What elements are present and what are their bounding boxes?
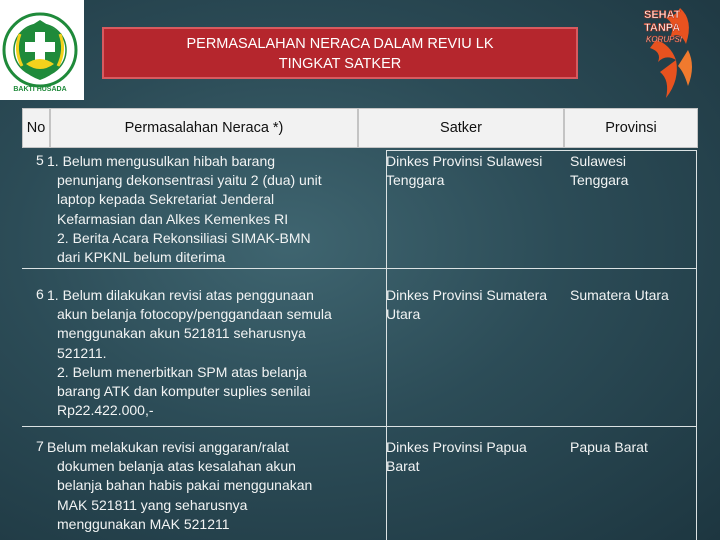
bakti-husada-emblem-icon (0, 0, 84, 100)
table-row (22, 152, 698, 268)
row-number: 6 (36, 286, 44, 302)
row-divider (386, 150, 696, 151)
anti-corruption-emblem-icon (636, 0, 720, 100)
svg-text:BAKTI HUSADA: BAKTI HUSADA (13, 86, 67, 93)
row-issue: 1. Belum dilakukan revisi atas penggunaan akun belanja fotocopy/penggandaan semula menggunakan akun 521811 seharusnya 521211. 2. Belum menerbitkan SPM atas belanja barang ATK dan komputer suplies senilai Rp22.422.000,- (47, 287, 332, 419)
header-no: No (22, 108, 50, 148)
row-issue: Belum melakukan revisi anggaran/ralat dokumen belanja atas kesalahan akun belanja bahan habis pakai menggunakan MAK 521811 yang seharusnya menggunakan MAK 521211 (47, 439, 313, 532)
row-provinsi: Papua Barat (570, 439, 648, 455)
table-row (22, 286, 698, 426)
row-provinsi: Sumatera Utara (570, 287, 669, 303)
table-header (22, 108, 698, 148)
bakti-husada-logo (0, 0, 84, 100)
svg-text:TANPA: TANPA (644, 22, 681, 34)
title-line-2: TINGKAT SATKER (278, 56, 402, 72)
row-divider (22, 268, 696, 269)
row-number: 5 (36, 152, 44, 168)
row-satker: Dinkes Provinsi Sumatera Utara (386, 287, 548, 323)
row-divider (22, 426, 696, 427)
page-title (102, 27, 578, 79)
header-satker: Satker (358, 108, 564, 148)
svg-text:SEHAT: SEHAT (644, 9, 681, 21)
row-number: 7 (36, 438, 44, 454)
svg-text:KORUPSI: KORUPSI (646, 35, 683, 44)
title-line-1: PERMASALAHAN NERACA DALAM REVIU LK (186, 36, 494, 52)
sehat-tanpa-korupsi-logo (636, 0, 720, 100)
header-issue: Permasalahan Neraca *) (50, 108, 358, 148)
row-satker: Dinkes Provinsi Sulawesi Tenggara (386, 153, 543, 189)
header-provinsi: Provinsi (564, 108, 698, 148)
row-provinsi: Sulawesi Tenggara (570, 153, 629, 189)
row-issue: 1. Belum mengusulkan hibah barang penunjang dekonsentrasi yaitu 2 (dua) unit laptop kepada Sekretariat Jenderal Kefarmasian dan Alkes Kemenkes RI 2. Berita Acara Rekonsiliasi SIMAK-BMN dari KPKNL belum diterima (47, 153, 322, 266)
table-row (22, 438, 698, 538)
row-satker: Dinkes Provinsi Papua Barat (386, 439, 527, 475)
